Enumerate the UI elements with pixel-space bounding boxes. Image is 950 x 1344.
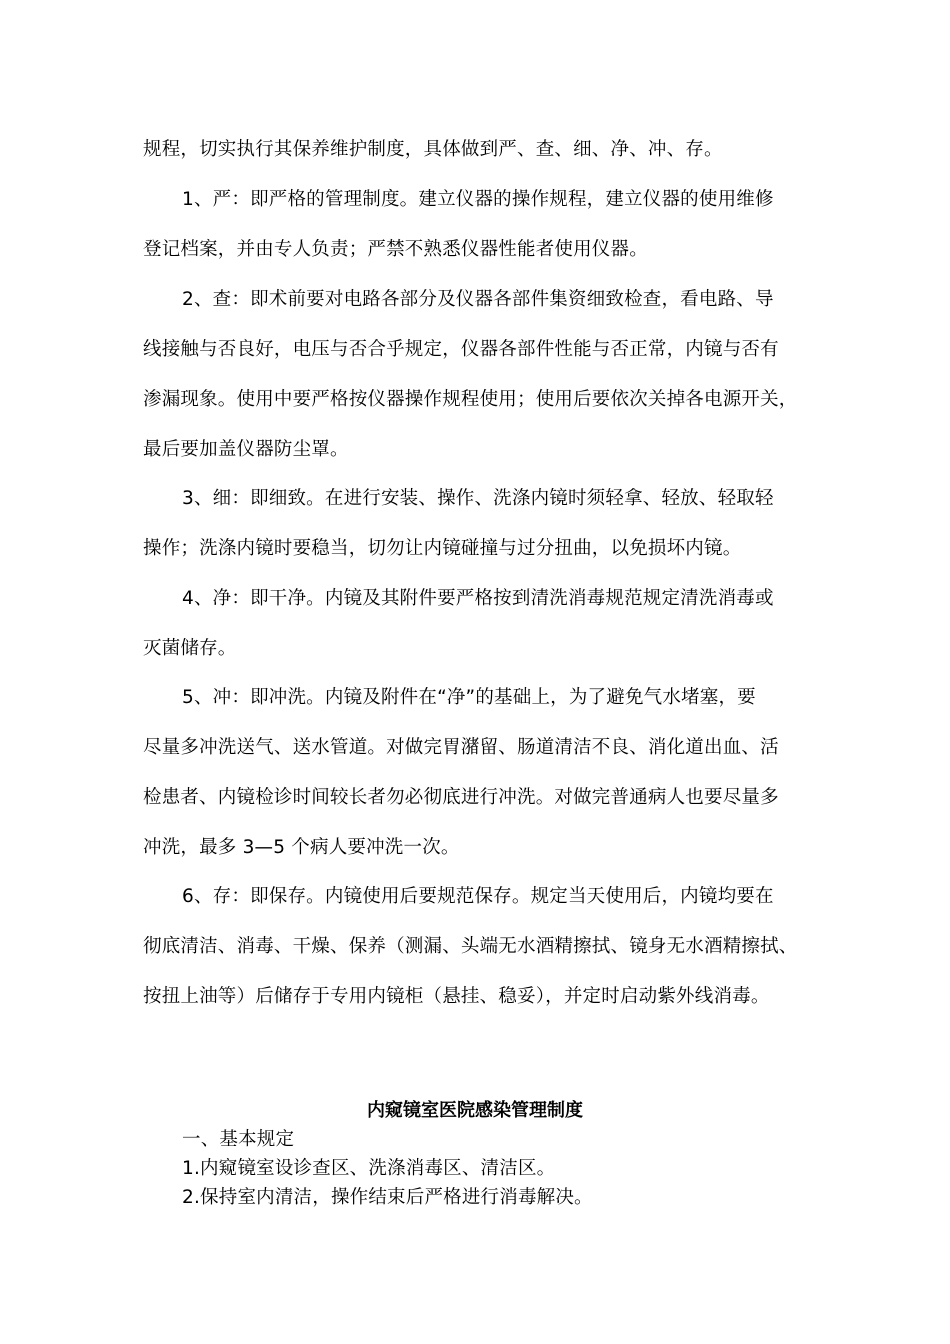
body-line: 灭菌储存。 (143, 638, 237, 659)
body-line: 尽量多冲洗送气、送水管道。对做完胃潴留、肠道清洁不良、消化道出血、活 (143, 737, 779, 758)
section-line: 2.保持室内清洁，操作结束后严格进行消毒解决。 (182, 1187, 593, 1208)
body-line: 线接触与否良好，电压与否合乎规定，仪器各部件性能与否正常，内镜与否有 (143, 339, 779, 360)
body-line: 彻底清洁、消毒、干燥、保养（测漏、头端无水酒精擦拭、镜身无水酒精擦拭、 (143, 936, 798, 957)
body-line: 检患者、内镜检诊时间较长者勿必彻底进行冲洗。对做完普通病人也要尽量多 (143, 787, 779, 808)
body-line: 1、严：即严格的管理制度。建立仪器的操作规程，建立仪器的使用维修 (182, 189, 774, 210)
body-line: 冲洗，最多 3—5 个病人要冲洗一次。 (143, 837, 460, 858)
body-line: 规程，切实执行其保养维护制度，具体做到严、查、细、净、冲、存。 (143, 139, 723, 160)
body-line: 最后要加盖仪器防尘罩。 (143, 439, 349, 460)
body-line: 2、查：即术前要对电路各部分及仪器各部件集资细致检查，看电路、导 (182, 289, 774, 310)
body-line: 按扭上油等）后储存于专用内镜柜（悬挂、稳妥），并定时启动紫外线消毒。 (143, 986, 770, 1007)
body-line: 5、冲：即冲洗。内镜及附件在“净”的基础上，为了避免气水堵塞，要 (182, 687, 756, 708)
body-line: 6、存：即保存。内镜使用后要规范保存。规定当天使用后，内镜均要在 (182, 886, 774, 907)
section-title: 内窥镜室医院感染管理制度 (367, 1100, 583, 1121)
section-line: 1.内窥镜室设诊查区、洗涤消毒区、清洁区。 (182, 1158, 556, 1179)
body-line: 登记档案，并由专人负责；严禁不熟悉仪器性能者使用仪器。 (143, 239, 648, 260)
section-line: 一、基本规定 (182, 1129, 295, 1150)
body-line: 3、细：即细致。在进行安装、操作、洗涤内镜时须轻拿、轻放、轻取轻 (182, 488, 774, 509)
body-line: 4、净：即干净。内镜及其附件要严格按到清洗消毒规范规定清洗消毒或 (182, 588, 774, 609)
body-line: 操作；洗涤内镜时要稳当，切勿让内镜碰撞与过分扭曲，以免损坏内镜。 (143, 538, 742, 559)
body-line: 渗漏现象。使用中要严格按仪器操作规程使用；使用后要依次关掉各电源开关， (143, 389, 798, 410)
